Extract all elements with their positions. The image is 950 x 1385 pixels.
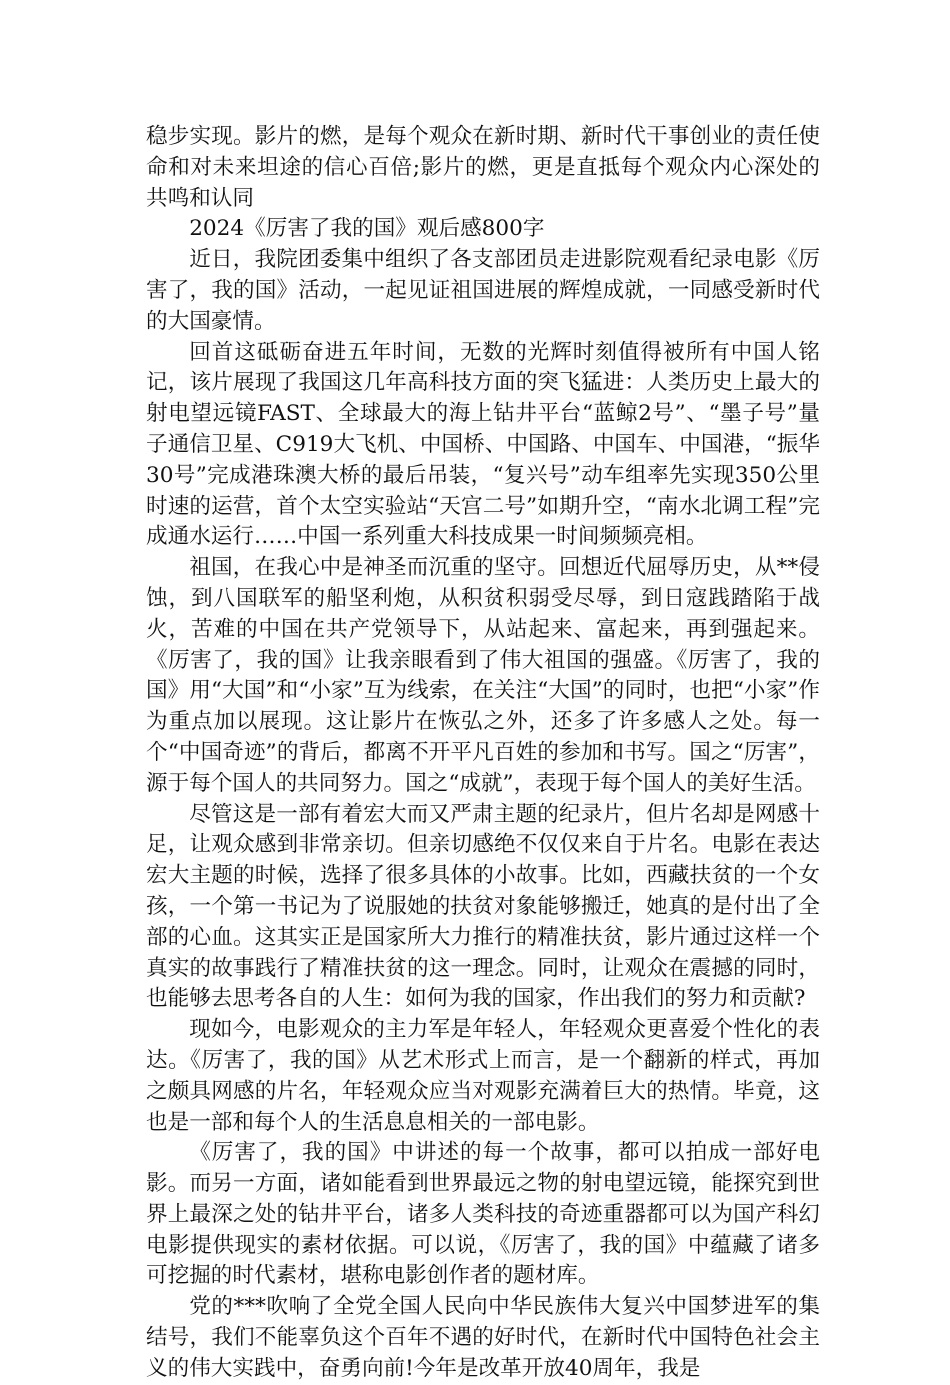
paragraph-4: 回首这砥砺奋进五年时间，无数的光辉时刻值得被所有中国人铭记，该片展现了我国这几年高科技方面的突飞猛进：人类历史上最大的射电望远镜FAST、全球最大的海上钻井平台“蓝鲸2号”、“墨子号”量子通信卫星、C919大飞机、中国桥、中国路、中国车、中国港，“振华30号”完成港珠澳大桥的最后吊装，“复兴号”动车组率先实现350公里时速的运营，首个太空实验站“天宫二号”如期升空，“南水北调工程”完成通水运行……中国一系列重大科技成果一时间频频亮相。 — [146, 339, 820, 550]
paragraph-1: 稳步实现。影片的燃，是每个观众在新时期、新时代干事创业的责任使命和对未来坦途的信心百倍;影片的燃，更是直抵每个观众内心深处的共鸣和认同 — [146, 124, 820, 211]
paragraph-7: 现如今，电影观众的主力军是年轻人，年轻观众更喜爱个性化的表达。《厉害了，我的国》从艺术形式上而言，是一个翻新的样式，再加之颇具网感的片名，年轻观众应当对观影充满着巨大的热情。毕竟，这也是一部和每个人的生活息息相关的一部电影。 — [146, 1017, 820, 1135]
paragraph-5: 祖国，在我心中是神圣而沉重的坚守。回想近代屈辱历史，从**侵蚀，到八国联军的船坚利炮，从积贫积弱受尽辱，到日寇践踏陷于战火，苦难的中国在共产党领导下，从站起来、富起来，再到强起来。《厉害了，我的国》让我亲眼看到了伟大祖国的强盛。《厉害了，我的国》用“大国”和“小家”互为线索，在关注“大国”的同时，也把“小家”作为重点加以展现。这让影片在恢弘之外，还多了许多感人之处。每一个“中国奇迹”的背后，都离不开平凡百姓的参加和书写。国之“厉害”，源于每个国人的共同努力。国之“成就”，表现于每个国人的美好生活。 — [146, 555, 820, 796]
paragraph-3: 近日，我院团委集中组织了各支部团员走进影院观看纪录电影《厉害了，我的国》活动，一起见证祖国进展的辉煌成就，一同感受新时代的大国豪情。 — [146, 247, 820, 334]
document-page — [146, 122, 820, 1385]
paragraph-8: 《厉害了，我的国》中讲述的每一个故事，都可以拍成一部好电影。而另一方面，诸如能看到世界最远之物的射电望远镜，能探究到世界上最深之处的钻井平台，诸多人类科技的奇迹重器都可以为国产科幻电影提供现实的素材依据。可以说，《厉害了，我的国》中蕴藏了诸多可挖掘的时代素材，堪称电影创作者的题材库。 — [146, 1140, 820, 1289]
paragraph-6: 尽管这是一部有着宏大而又严肃主题的纪录片，但片名却是网感十足，让观众感到非常亲切。但亲切感绝不仅仅来自于片名。电影在表达宏大主题的时候，选择了很多具体的小故事。比如，西藏扶贫的一个女孩，一个第一书记为了说服她的扶贫对象能够搬迁，她真的是付出了全部的心血。这其实正是国家所大力推行的精准扶贫，影片通过这样一个真实的故事践行了精准扶贫的这一理念。同时，让观众在震撼的同时，也能够去思考各自的人生：如何为我的国家，作出我们的努力和贡献? — [146, 801, 820, 1012]
paragraph-9: 党的***吹响了全党全国人民向中华民族伟大复兴中国梦进军的集结号，我们不能辜负这个百年不遇的好时代，在新时代中国特色社会主义的伟大实践中，奋勇向前!今年是改革开放40周年，我是 — [146, 1294, 820, 1381]
article-title: 2024《厉害了我的国》观后感800字 — [189, 216, 545, 242]
